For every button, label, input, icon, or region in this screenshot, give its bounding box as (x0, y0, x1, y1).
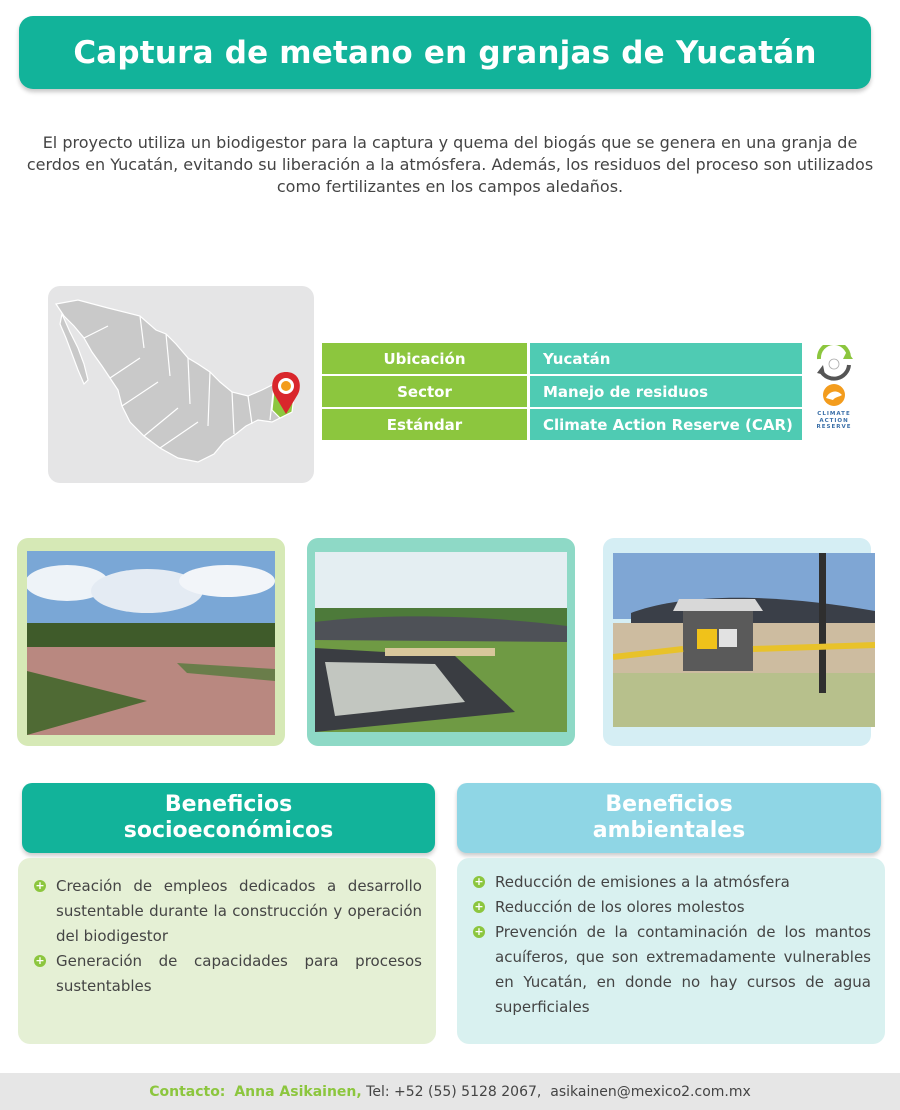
biodigester-photo (315, 552, 567, 732)
header-line: Beneficios (164, 792, 293, 817)
info-key: Estándar (322, 409, 527, 440)
environmental-benefits-list (457, 858, 885, 1044)
lagoon-photo (27, 551, 275, 735)
logo-text: RESERVE (816, 424, 852, 430)
info-value: Climate Action Reserve (CAR) (530, 409, 802, 440)
station-photo (613, 553, 875, 727)
info-row-location (322, 343, 802, 374)
title-banner (19, 16, 871, 89)
photo-card-biodigester (307, 538, 575, 746)
mexico-map (48, 286, 314, 483)
map-card (48, 286, 314, 483)
plus-bullet-icon: + (35, 954, 45, 967)
contact-label: Contacto: (149, 1083, 226, 1100)
contact-footer (0, 1073, 900, 1110)
climate-action-reserve-logo (811, 345, 857, 443)
photo-card-lagoon (17, 538, 285, 746)
logo-text: ACTION (819, 417, 849, 424)
info-row-standard (322, 409, 802, 440)
header-line: ambientales (592, 818, 746, 843)
socioeconomic-benefits-header (22, 783, 435, 853)
plus-bullet-icon: + (474, 900, 484, 913)
info-key: Sector (322, 376, 527, 407)
project-info-table (322, 343, 802, 442)
list-item: + Prevención de la contaminación de los mantos acuíferos, que son extremadamente vulnerables en Yucatán, en donde no hay cursos de agua superficiales (474, 923, 871, 1016)
plus-bullet-icon: + (35, 879, 45, 892)
environmental-benefits-header (457, 783, 881, 853)
contact-name: Anna Asikainen, (234, 1083, 362, 1100)
list-item: + Generación de capacidades para procesos sustentables (35, 952, 422, 995)
contact-phone: Tel: +52 (55) 5128 2067, (366, 1083, 542, 1100)
intro-paragraph: El proyecto utiliza un biodigestor para la captura y quema del biogás que se genera en una granja de cerdos en Yucatán, evitando su liberación a la atmósfera. Además, los residuos del proceso son utilizados como fertilizantes en los campos aledaños. (26, 133, 874, 196)
socioeconomic-benefits-list (18, 858, 436, 1044)
info-value: Yucatán (530, 343, 802, 374)
list-item: + Creación de empleos dedicados a desarrollo sustentable durante la construcción y operación del biodigestor (35, 877, 422, 945)
page-title: Captura de metano en granjas de Yucatán (73, 34, 817, 71)
photo-card-station (603, 538, 871, 746)
info-row-sector (322, 376, 802, 407)
recycle-icon (811, 345, 857, 407)
contact-email-link[interactable]: asikainen@mexico2.com.mx (550, 1083, 751, 1100)
list-item: + Reducción de los olores molestos (474, 898, 745, 916)
header-line: Beneficios (605, 792, 733, 817)
info-key: Ubicación (322, 343, 527, 374)
info-value: Manejo de residuos (530, 376, 802, 407)
header-line: socioeconómicos (123, 818, 334, 843)
list-item: + Reducción de emisiones a la atmósfera (474, 873, 790, 891)
plus-bullet-icon: + (474, 875, 484, 888)
plus-bullet-icon: + (474, 925, 484, 938)
logo-text: CLIMATE (817, 411, 851, 417)
